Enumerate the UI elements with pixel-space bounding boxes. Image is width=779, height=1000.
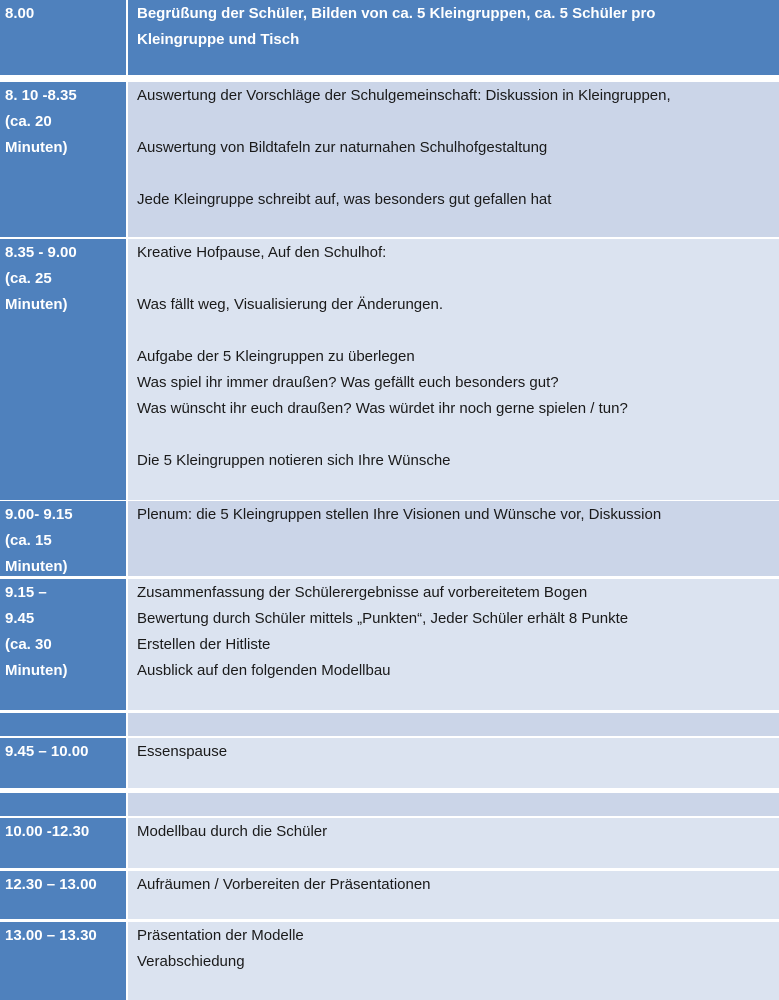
table-row <box>0 713 779 736</box>
time-line: 13.00 – 13.30 <box>5 927 97 944</box>
time-cell <box>0 922 126 1000</box>
time-line: (ca. 30 <box>5 636 52 653</box>
activity-line: Zusammenfassung der Schülerergebnisse auf vorbereitetem Bogen <box>137 584 588 601</box>
activity-cell <box>128 922 779 1000</box>
table-row <box>0 738 779 788</box>
activity-line: Begrüßung der Schüler, Bilden von ca. 5 Kleingruppen, ca. 5 Schüler pro Kleingruppe und Tisch <box>137 5 656 48</box>
time-line: (ca. 15 <box>5 532 52 549</box>
table-row <box>0 871 779 919</box>
table-row <box>0 818 779 868</box>
time-cell <box>0 713 126 736</box>
activity-cell <box>128 713 779 736</box>
time-line: 8. 10 -8.35 <box>5 87 77 104</box>
table-row <box>0 922 779 1000</box>
time-line: Minuten) <box>5 558 68 575</box>
activity-line: Auswertung der Vorschläge der Schulgemeinschaft: Diskussion in Kleingruppen, <box>137 87 671 104</box>
activity-line: Jede Kleingruppe schreibt auf, was besonders gut gefallen hat <box>137 191 552 208</box>
time-line: 8.35 - 9.00 <box>5 244 77 261</box>
activity-cell <box>128 738 779 788</box>
activity-cell <box>128 579 779 710</box>
activity-line: Was wünscht ihr euch draußen? Was würdet ihr noch gerne spielen / tun? <box>137 400 628 417</box>
time-line: 9.45 <box>5 610 35 627</box>
activity-cell <box>128 793 779 816</box>
time-line: Minuten) <box>5 139 68 156</box>
activity-line: Aufgabe der 5 Kleingruppen zu überlegen <box>137 348 415 365</box>
activity-cell <box>128 818 779 868</box>
time-cell <box>0 871 126 919</box>
activity-cell <box>128 239 779 500</box>
time-cell <box>0 738 126 788</box>
activity-line: Auswertung von Bildtafeln zur naturnahen Schulhofgestaltung <box>137 139 548 156</box>
activity-line: Modellbau durch die Schüler <box>137 823 328 840</box>
activity-line: Was spiel ihr immer draußen? Was gefällt euch besonders gut? <box>137 374 559 391</box>
time-line: 8.00 <box>5 5 35 22</box>
activity-line: Die 5 Kleingruppen notieren sich Ihre Wünsche <box>137 452 451 469</box>
activity-cell <box>128 0 779 75</box>
activity-line: Aufräumen / Vorbereiten der Präsentationen <box>137 876 431 893</box>
time-line: 9.45 – 10.00 <box>5 743 89 760</box>
activity-line <box>137 422 779 448</box>
table-row <box>0 501 779 576</box>
time-cell <box>0 501 126 576</box>
activity-cell <box>128 501 779 576</box>
activity-line: Essenspause <box>137 743 228 760</box>
activity-line <box>137 161 779 187</box>
time-cell <box>0 82 126 237</box>
time-cell <box>0 0 126 75</box>
time-cell <box>0 239 126 500</box>
time-line: (ca. 20 <box>5 113 52 130</box>
activity-line: Präsentation der Modelle <box>137 927 304 944</box>
activity-line <box>137 266 779 292</box>
table-row <box>0 0 779 75</box>
table-row <box>0 82 779 237</box>
table-row <box>0 793 779 816</box>
time-cell <box>0 793 126 816</box>
table-row <box>0 239 779 500</box>
time-cell <box>0 818 126 868</box>
activity-line: Bewertung durch Schüler mittels „Punkten“, Jeder Schüler erhält 8 Punkte <box>137 610 629 627</box>
activity-line: Verabschiedung <box>137 953 245 970</box>
activity-line <box>137 109 779 135</box>
activity-line: Ausblick auf den folgenden Modellbau <box>137 662 391 679</box>
activity-cell <box>128 871 779 919</box>
time-line: Minuten) <box>5 296 68 313</box>
activity-line: Kreative Hofpause, Auf den Schulhof: <box>137 244 387 261</box>
time-line: 9.00- 9.15 <box>5 506 73 523</box>
time-line: 12.30 – 13.00 <box>5 876 97 893</box>
table-row <box>0 579 779 710</box>
time-line: 10.00 -12.30 <box>5 823 90 840</box>
time-line: 9.15 – <box>5 584 47 601</box>
activity-line: Plenum: die 5 Kleingruppen stellen Ihre Visionen und Wünsche vor, Diskussion <box>137 506 662 523</box>
time-line: (ca. 25 <box>5 270 52 287</box>
activity-line <box>137 318 779 344</box>
activity-line: Erstellen der Hitliste <box>137 636 271 653</box>
time-cell <box>0 579 126 710</box>
time-line: Minuten) <box>5 662 68 679</box>
activity-line: Was fällt weg, Visualisierung der Änderungen. <box>137 296 444 313</box>
activity-cell <box>128 82 779 237</box>
